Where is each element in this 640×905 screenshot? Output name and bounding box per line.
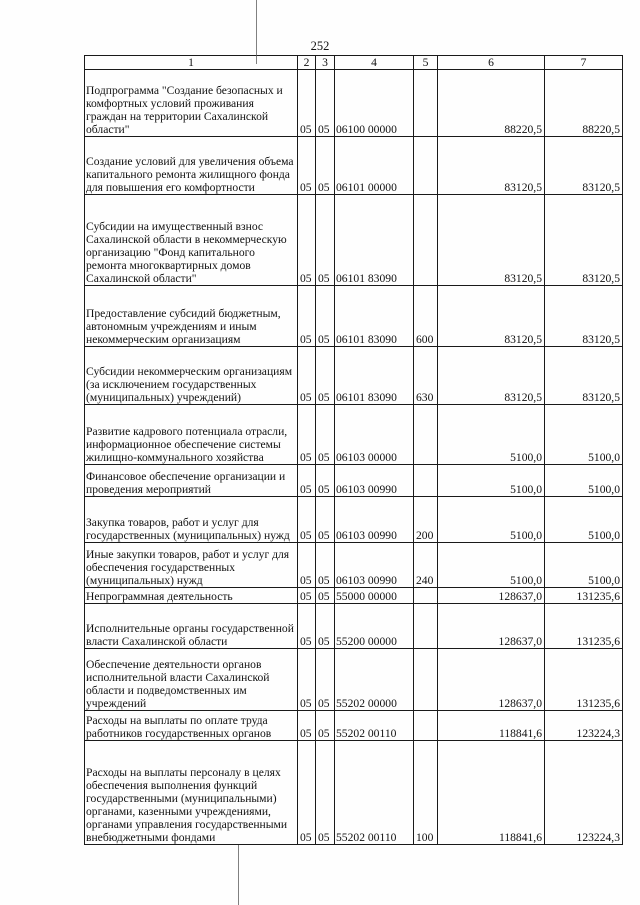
cell-value-7: 131235,6 xyxy=(545,649,623,711)
cell-value-7: 5100,0 xyxy=(545,543,623,588)
scan-line-artifact xyxy=(256,0,257,64)
cell-section: 05 xyxy=(298,195,316,286)
cell-section: 05 xyxy=(298,347,316,405)
cell-value-7: 83120,5 xyxy=(545,195,623,286)
cell-value-6: 5100,0 xyxy=(438,543,545,588)
table-row xyxy=(85,497,623,543)
cell-subsection: 05 xyxy=(316,649,335,711)
row-name: Обеспечение деятельности органов исполнительной власти Сахалинской области и подведомственных им учреждений xyxy=(85,649,298,711)
cell-subsection: 05 xyxy=(316,195,335,286)
column-header: 6 xyxy=(438,56,545,70)
cell-type: 240 xyxy=(414,543,438,588)
cell-subsection: 05 xyxy=(316,711,335,741)
cell-code: 06101 83090 xyxy=(335,195,414,286)
cell-type xyxy=(414,70,438,137)
cell-value-7: 131235,6 xyxy=(545,604,623,649)
cell-subsection: 05 xyxy=(316,465,335,497)
cell-type: 200 xyxy=(414,497,438,543)
cell-value-7: 123224,3 xyxy=(545,711,623,741)
cell-subsection: 05 xyxy=(316,137,335,195)
cell-type xyxy=(414,604,438,649)
cell-section: 05 xyxy=(298,543,316,588)
row-name: Финансовое обеспечение организации и проведения мероприятий xyxy=(85,465,298,497)
cell-type: 100 xyxy=(414,741,438,845)
cell-code: 55202 00110 xyxy=(335,741,414,845)
cell-section: 05 xyxy=(298,588,316,604)
cell-code: 06103 00990 xyxy=(335,543,414,588)
cell-value-6: 5100,0 xyxy=(438,465,545,497)
row-name: Развитие кадрового потенциала отрасли, информационное обеспечение системы жилищно-коммунального хозяйства xyxy=(85,405,298,465)
cell-value-7: 5100,0 xyxy=(545,465,623,497)
page-number: 252 xyxy=(310,39,330,53)
row-name: Непрограммная деятельность xyxy=(85,588,298,604)
table-row xyxy=(85,711,623,741)
table-row xyxy=(85,649,623,711)
cell-code: 06103 00990 xyxy=(335,497,414,543)
column-header: 2 xyxy=(298,56,316,70)
cell-type xyxy=(414,711,438,741)
row-name: Создание условий для увеличения объема капитального ремонта жилищного фонда для повышения его комфортности xyxy=(85,137,298,195)
cell-value-6: 128637,0 xyxy=(438,604,545,649)
cell-code: 06101 83090 xyxy=(335,286,414,347)
row-name: Исполнительные органы государственной власти Сахалинской области xyxy=(85,604,298,649)
scan-line-artifact xyxy=(238,845,239,905)
cell-type xyxy=(414,195,438,286)
cell-code: 06101 00000 xyxy=(335,137,414,195)
cell-value-7: 5100,0 xyxy=(545,405,623,465)
cell-section: 05 xyxy=(298,649,316,711)
row-name: Предоставление субсидий бюджетным, автономным учреждениям и иным некоммерческим организациям xyxy=(85,286,298,347)
cell-type xyxy=(414,137,438,195)
cell-value-6: 5100,0 xyxy=(438,405,545,465)
budget-table xyxy=(84,55,623,845)
row-name: Подпрограмма "Создание безопасных и комфортных условий проживания граждан на территории Сахалинской области" xyxy=(85,70,298,137)
cell-value-6: 83120,5 xyxy=(438,137,545,195)
cell-code: 55202 00110 xyxy=(335,711,414,741)
row-name: Субсидии некоммерческим организациям (за исключением государственных (муниципальных) учреждений) xyxy=(85,347,298,405)
cell-subsection: 05 xyxy=(316,70,335,137)
cell-code: 55000 00000 xyxy=(335,588,414,604)
cell-value-7: 83120,5 xyxy=(545,286,623,347)
cell-value-7: 131235,6 xyxy=(545,588,623,604)
cell-value-7: 5100,0 xyxy=(545,497,623,543)
row-name: Иные закупки товаров, работ и услуг для обеспечения государственных (муниципальных) нужд xyxy=(85,543,298,588)
table-row xyxy=(85,195,623,286)
row-name: Субсидии на имущественный взнос Сахалинской области в некоммерческую организацию "Фонд капитального ремонта многоквартирных домов Сахалинской области" xyxy=(85,195,298,286)
cell-code: 06100 00000 xyxy=(335,70,414,137)
cell-value-6: 83120,5 xyxy=(438,347,545,405)
cell-type: 630 xyxy=(414,347,438,405)
table-row xyxy=(85,286,623,347)
cell-value-6: 88220,5 xyxy=(438,70,545,137)
cell-type xyxy=(414,405,438,465)
cell-code: 06103 00000 xyxy=(335,405,414,465)
cell-section: 05 xyxy=(298,604,316,649)
table-row xyxy=(85,588,623,604)
table-row xyxy=(85,70,623,137)
cell-subsection: 05 xyxy=(316,741,335,845)
cell-value-6: 118841,6 xyxy=(438,711,545,741)
table-row xyxy=(85,405,623,465)
cell-type: 600 xyxy=(414,286,438,347)
cell-code: 06103 00990 xyxy=(335,465,414,497)
cell-value-6: 128637,0 xyxy=(438,588,545,604)
column-header: 7 xyxy=(545,56,623,70)
cell-value-7: 83120,5 xyxy=(545,347,623,405)
cell-subsection: 05 xyxy=(316,347,335,405)
table-row xyxy=(85,604,623,649)
cell-type xyxy=(414,649,438,711)
row-name: Закупка товаров, работ и услуг для государственных (муниципальных) нужд xyxy=(85,497,298,543)
column-header: 3 xyxy=(316,56,335,70)
cell-section: 05 xyxy=(298,711,316,741)
cell-subsection: 05 xyxy=(316,604,335,649)
cell-value-7: 83120,5 xyxy=(545,137,623,195)
cell-subsection: 05 xyxy=(316,543,335,588)
table-row xyxy=(85,347,623,405)
cell-type xyxy=(414,588,438,604)
cell-subsection: 05 xyxy=(316,286,335,347)
cell-value-7: 123224,3 xyxy=(545,741,623,845)
cell-code: 55202 00000 xyxy=(335,649,414,711)
cell-value-6: 128637,0 xyxy=(438,649,545,711)
row-name: Расходы на выплаты по оплате труда работников государственных органов xyxy=(85,711,298,741)
table-row xyxy=(85,137,623,195)
cell-value-6: 83120,5 xyxy=(438,286,545,347)
cell-value-7: 88220,5 xyxy=(545,70,623,137)
cell-subsection: 05 xyxy=(316,405,335,465)
table-row xyxy=(85,741,623,845)
cell-section: 05 xyxy=(298,741,316,845)
cell-value-6: 83120,5 xyxy=(438,195,545,286)
cell-section: 05 xyxy=(298,70,316,137)
cell-subsection: 05 xyxy=(316,497,335,543)
cell-code: 06101 83090 xyxy=(335,347,414,405)
column-header: 1 xyxy=(85,56,298,70)
table-header-row xyxy=(85,56,623,70)
column-header: 4 xyxy=(335,56,414,70)
row-name: Расходы на выплаты персоналу в целях обеспечения выполнения функций государственными (муниципальными) органами, казенными учреждениями, органами управления государственными внебюджетными фондами xyxy=(85,741,298,845)
cell-section: 05 xyxy=(298,497,316,543)
cell-section: 05 xyxy=(298,286,316,347)
cell-section: 05 xyxy=(298,465,316,497)
cell-value-6: 118841,6 xyxy=(438,741,545,845)
cell-subsection: 05 xyxy=(316,588,335,604)
cell-value-6: 5100,0 xyxy=(438,497,545,543)
table-row xyxy=(85,465,623,497)
column-header: 5 xyxy=(414,56,438,70)
cell-section: 05 xyxy=(298,137,316,195)
cell-section: 05 xyxy=(298,405,316,465)
table-row xyxy=(85,543,623,588)
cell-code: 55200 00000 xyxy=(335,604,414,649)
cell-type xyxy=(414,465,438,497)
